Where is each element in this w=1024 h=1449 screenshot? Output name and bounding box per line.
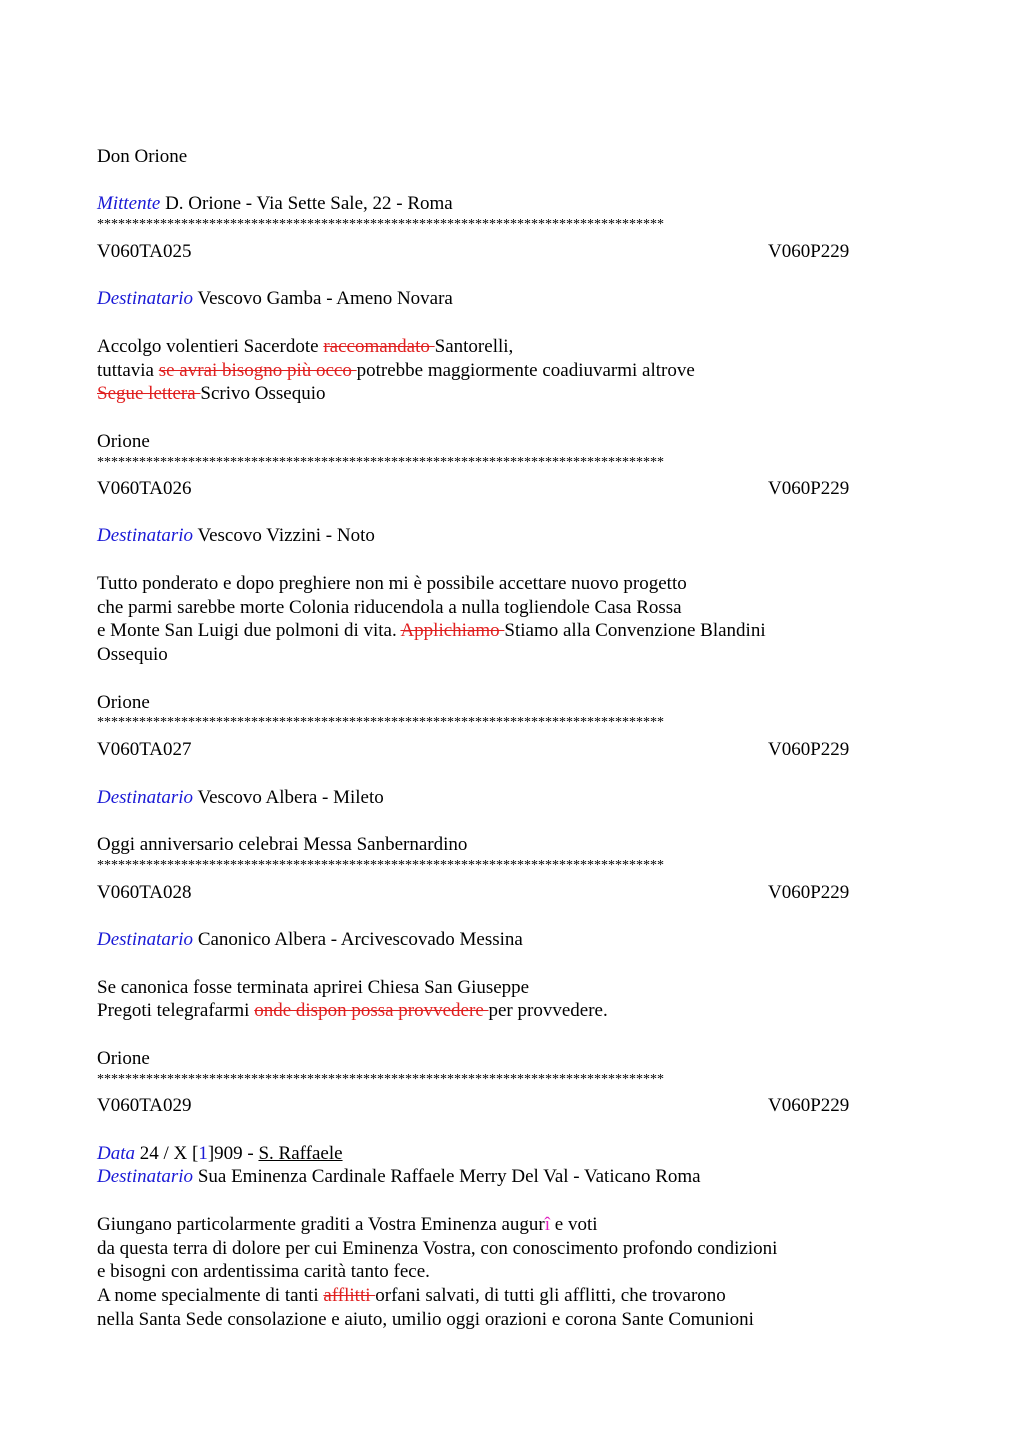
recipient-text: Vescovo Vizzini - Noto (197, 525, 375, 546)
body-line: che parmi sarebbe morte Colonia riducendola a nulla togliendole Casa Rossa (97, 597, 682, 618)
body-line: Accolgo volentieri Sacerdote raccomandato Santorelli, (97, 336, 514, 357)
recipient-text: Vescovo Albera - Mileto (197, 787, 384, 808)
recipient-text: Vescovo Gamba - Ameno Novara (197, 288, 453, 309)
separator: ********************************************************************************* (97, 455, 664, 470)
page-code: V060P229 (768, 882, 850, 903)
deleted-text: Segue lettera (97, 383, 201, 404)
recipient-label: Destinatario (97, 1166, 194, 1187)
body-line: tuttavia se avrai bisogno più occo potrebbe maggiormente coadiuvarmi altrove (97, 360, 695, 381)
date-label: Data (97, 1143, 135, 1164)
signature: Orione (97, 692, 150, 713)
letter-code: V060TA026 (97, 478, 192, 499)
deleted-text: afflitti (323, 1285, 376, 1306)
recipient-label: Destinatario (97, 288, 194, 309)
page-code: V060P229 (768, 478, 850, 499)
deleted-text: raccomandato (323, 336, 435, 357)
separator: ********************************************************************************* (97, 858, 664, 873)
body-line: Oggi anniversario celebrai Messa Sanbernardino (97, 834, 468, 855)
recipient-label: Destinatario (97, 525, 194, 546)
recipient-line (97, 928, 523, 952)
page-code: V060P229 (768, 1095, 850, 1116)
recipient-text: Sua Eminenza Cardinale Raffaele Merry Del Val - Vaticano Roma (197, 1166, 701, 1187)
recipient-label: Destinatario (97, 929, 194, 950)
letter-code: V060TA027 (97, 739, 192, 760)
body-line: Segue lettera Scrivo Ossequio (97, 383, 326, 404)
body-line: Ossequio (97, 644, 168, 665)
body-line: e Monte San Luigi due polmoni di vita. Applichiamo Stiamo alla Convenzione Blandini (97, 620, 766, 641)
letter-code: V060TA028 (97, 882, 192, 903)
sender-line (97, 192, 453, 216)
body-line: e bisogni con ardentissima carità tanto fece. (97, 1261, 430, 1282)
sender-text: D. Orione - Via Sette Sale, 22 - Roma (165, 193, 453, 214)
deleted-text: Applichiamo (400, 620, 505, 641)
separator: ********************************************************************************* (97, 715, 664, 730)
deleted-text: onde dispon possa provvedere (254, 1000, 489, 1021)
body-line: Pregoti telegrafarmi onde dispon possa provvedere per provvedere. (97, 1000, 608, 1021)
author-heading: Don Orione (97, 146, 188, 167)
letter-code: V060TA025 (97, 241, 192, 262)
page-code: V060P229 (768, 739, 850, 760)
signature: Orione (97, 431, 150, 452)
body-line: Tutto ponderato e dopo preghiere non mi è possibile accettare nuovo progetto (97, 573, 687, 594)
recipient-line (97, 786, 384, 810)
recipient-line (97, 1165, 701, 1189)
date-insert: 1 (198, 1143, 208, 1164)
recipient-line (97, 524, 375, 548)
deleted-text: se avrai bisogno più occo (158, 360, 357, 381)
body-line: Se canonica fosse terminata aprirei Chiesa San Giuseppe (97, 977, 530, 998)
body-line: da questa terra di dolore per cui Eminenza Vostra, con conoscimento profondo condizioni (97, 1238, 778, 1259)
page-code: V060P229 (768, 241, 850, 262)
recipient-line (97, 287, 453, 311)
body-line: Giungano particolarmente graditi a Vostra Eminenza augurî e voti (97, 1214, 598, 1235)
separator: ********************************************************************************* (97, 1072, 664, 1087)
date-place: S. Raffaele (258, 1143, 343, 1164)
sender-label: Mittente (97, 193, 161, 214)
letter-code: V060TA029 (97, 1095, 192, 1116)
separator: ********************************************************************************* (97, 217, 664, 232)
recipient-label: Destinatario (97, 787, 194, 808)
date-line: Data 24 / X [1]909 - S. Raffaele (97, 1143, 343, 1164)
recipient-text: Canonico Albera - Arcivescovado Messina (197, 929, 523, 950)
body-line: nella Santa Sede consolazione e aiuto, umilio oggi orazioni e corona Sante Comunioni (97, 1309, 754, 1330)
signature: Orione (97, 1048, 150, 1069)
body-line: A nome specialmente di tanti afflitti orfani salvati, di tutti gli afflitti, che trovarono (97, 1285, 726, 1306)
corrected-char: î (544, 1214, 551, 1235)
